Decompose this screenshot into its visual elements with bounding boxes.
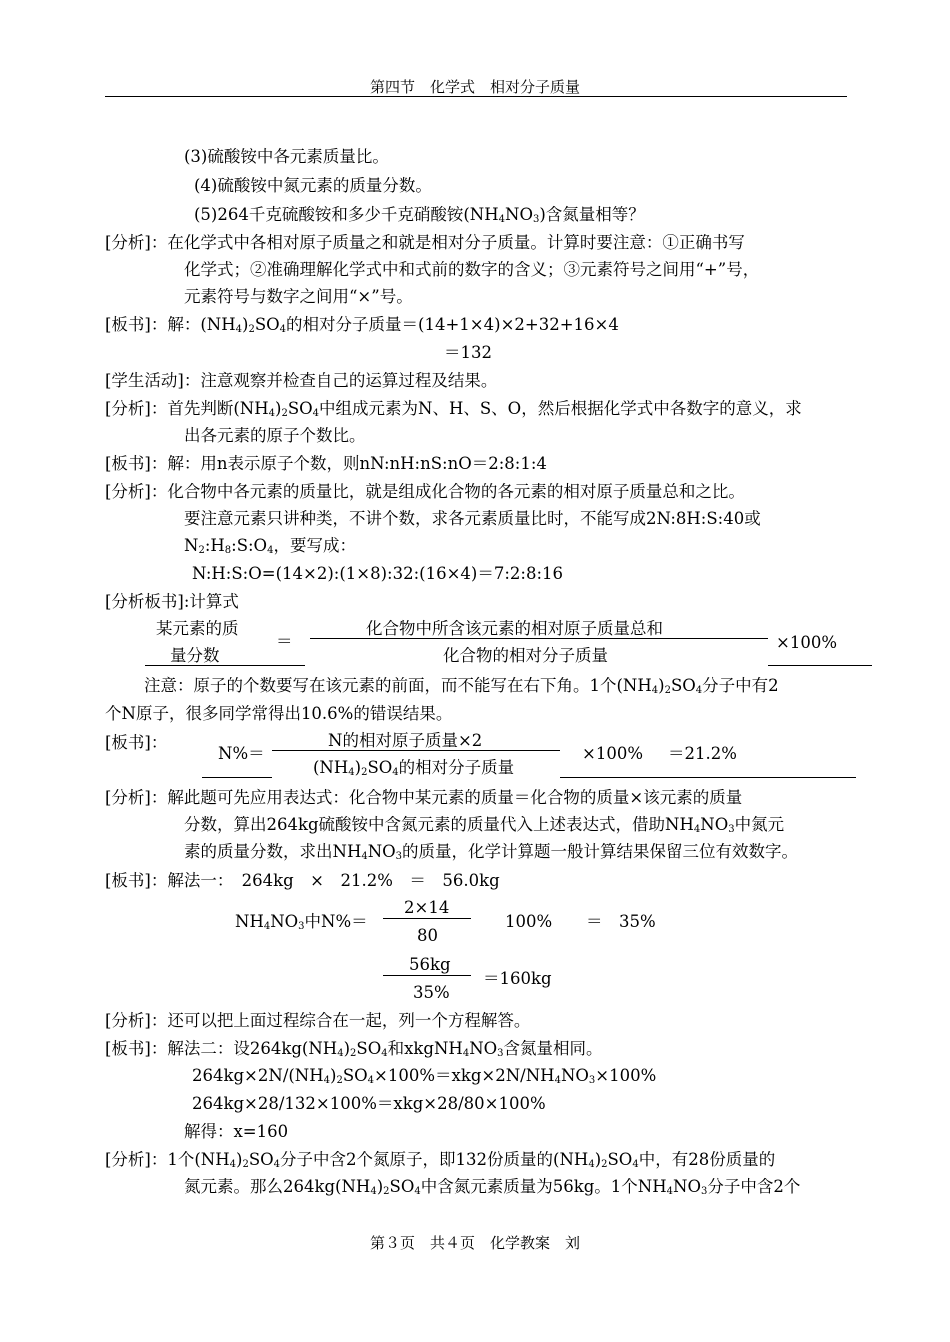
formula-2-right-rule — [560, 777, 856, 778]
board-1: [板书]：解：$(NH_4)_2SO_4$的相对分子质量＝(14+1×4)×2+32+16×4 — [105, 315, 619, 335]
formula-2-multiplier: ×100% — [582, 744, 643, 763]
analysis-6-line-2: 氮元素。那么$264kg(NH_4)_2SO_4$中含氮元素质量为56kg。1个$NH_4NO_3$分子中含2个 — [184, 1177, 801, 1197]
formula-1-left-1: 某元素的质 — [156, 619, 239, 638]
question-4: (4)硫酸铵中氮元素的质量分数。 — [194, 176, 432, 195]
formula-1-denominator: 化合物的相对分子质量 — [443, 646, 608, 665]
formula-2-fraction-bar — [272, 750, 560, 751]
header-rule — [105, 96, 847, 97]
formula-4-fraction-bar — [383, 975, 471, 976]
formula-1-right-rule — [768, 665, 872, 666]
formula-4-denominator: 35% — [413, 983, 450, 1002]
formula-3-fraction-bar — [383, 918, 471, 919]
analysis-4-line-3: 素的质量分数，求出$NH_4NO_3$的质量，化学计算题一般计算结果保留三位有效数字。 — [184, 842, 799, 862]
board-5: [板书]：解法二：设$264kg(NH_4)_2SO_4$和$xkgNH_4NO_3$含氮量相同。 — [105, 1039, 603, 1059]
formula-2-left: N%＝ — [218, 744, 265, 763]
formula-1-numerator: 化合物中所含该元素的相对原子质量总和 — [366, 619, 663, 638]
formula-4-result: ＝160kg — [483, 969, 552, 988]
formula-2-left-rule — [202, 777, 272, 778]
analysis-1-line-1: [分析]：在化学式中各相对原子质量之和就是相对分子质量。计算时要注意：①正确书写 — [105, 233, 745, 252]
board-1-result: ＝132 — [444, 343, 492, 362]
formula-1-fraction-bar — [310, 638, 768, 639]
analysis-4-line-2: 分数，算出264kg硫酸铵中含氮元素的质量代入上述表达式，借助$NH_4NO_3$中氮元 — [184, 815, 785, 835]
formula-2-numerator: N的相对原子质量×2 — [328, 731, 483, 750]
analysis-2-line-1: [分析]：首先判断$(NH_4)_2SO_4$中组成元素为N、H、S、O，然后根据化学式中各数字的意义，求 — [105, 399, 802, 419]
analysis-3-line-4: N:H:S:O=(14×2):(1×8):32:(16×4)＝7:2:8:16 — [192, 564, 563, 583]
formula-3-result: ＝ 35% — [586, 912, 656, 931]
analysis-3-line-2: 要注意元素只讲种类，不讲个数，求各元素质量比时，不能写成2N:8H:S:40或 — [184, 509, 761, 528]
formula-1-left-2: 量分数 — [170, 646, 220, 665]
formula-4-numerator: 56kg — [409, 955, 451, 974]
analysis-board-label: [分析板书]:计算式 — [105, 592, 239, 611]
formula-1-equals: ＝ — [276, 632, 293, 651]
student-activity: [学生活动]：注意观察并检查自己的运算过程及结果。 — [105, 371, 498, 390]
analysis-4-line-1: [分析]：解此题可先应用表达式：化合物中某元素的质量＝化合物的质量×该元素的质量 — [105, 788, 743, 807]
formula-1-multiplier: ×100% — [776, 633, 837, 652]
question-3: (3)硫酸铵中各元素质量比。 — [184, 147, 389, 166]
formula-3-left: $NH_4NO_3$中N%＝ — [235, 912, 368, 932]
analysis-1-line-3: 元素符号与数字之间用“×”号。 — [184, 287, 413, 306]
question-5: (5)264千克硫酸铵和多少千克硝酸铵$(NH_4NO_3)$含氮量相等？ — [194, 205, 645, 225]
board-2: [板书]：解：用n表示原子个数，则nN:nH:nS:nO＝2:8:1:4 — [105, 454, 547, 473]
formula-1-left-rule — [145, 665, 305, 666]
analysis-1-line-2: 化学式；②准确理解化学式中和式前的数字的含义；③元素符号之间用“+”号， — [184, 260, 760, 279]
page-header: 第四节 化学式 相对分子质量 — [369, 78, 580, 96]
solution: 解得：x=160 — [184, 1122, 289, 1141]
page-footer: 第３页 共４页 化学教案 刘 — [369, 1234, 580, 1252]
formula-2-denominator: $(NH_4)_2SO_4$的相对分子质量 — [313, 758, 515, 778]
formula-3-percent: 100% — [505, 912, 553, 931]
equation-2: 264kg×28/132×100%＝xkg×28/80×100% — [192, 1094, 546, 1113]
board-4: [板书]：解法一： 264kg × 21.2% ＝ 56.0kg — [105, 871, 500, 890]
analysis-3-line-3: $N_2:H_8:S:O_4$，要写成： — [184, 536, 356, 556]
analysis-5: [分析]：还可以把上面过程综合在一起，列一个方程解答。 — [105, 1011, 531, 1030]
analysis-3-line-1: [分析]：化合物中各元素的质量比，就是组成化合物的各元素的相对原子质量总和之比。 — [105, 482, 745, 501]
note-line-1: 注意：原子的个数要写在该元素的前面，而不能写在右下角。1个$(NH_4)_2SO_4$分子中有2 — [144, 676, 779, 696]
analysis-2-line-2: 出各元素的原子个数比。 — [184, 426, 366, 445]
formula-3-denominator: 80 — [417, 926, 438, 945]
board-3-label: [板书]： — [105, 733, 168, 752]
formula-2-result: ＝21.2% — [668, 744, 737, 763]
analysis-6-line-1: [分析]：1个$(NH_4)_2SO_4$分子中含2个氮原子，即132份质量的$(NH_4)_2SO_4$中，有28份质量的 — [105, 1150, 776, 1170]
equation-1: $264kg\times 2N/(NH_4)_2SO_4\times 100\%=xkg\times 2N/NH_4NO_3\times 100\%$ — [192, 1066, 657, 1086]
formula-3-numerator: 2×14 — [404, 898, 450, 917]
note-line-2: 个N原子，很多同学常得出10.6%的错误结果。 — [105, 704, 453, 723]
